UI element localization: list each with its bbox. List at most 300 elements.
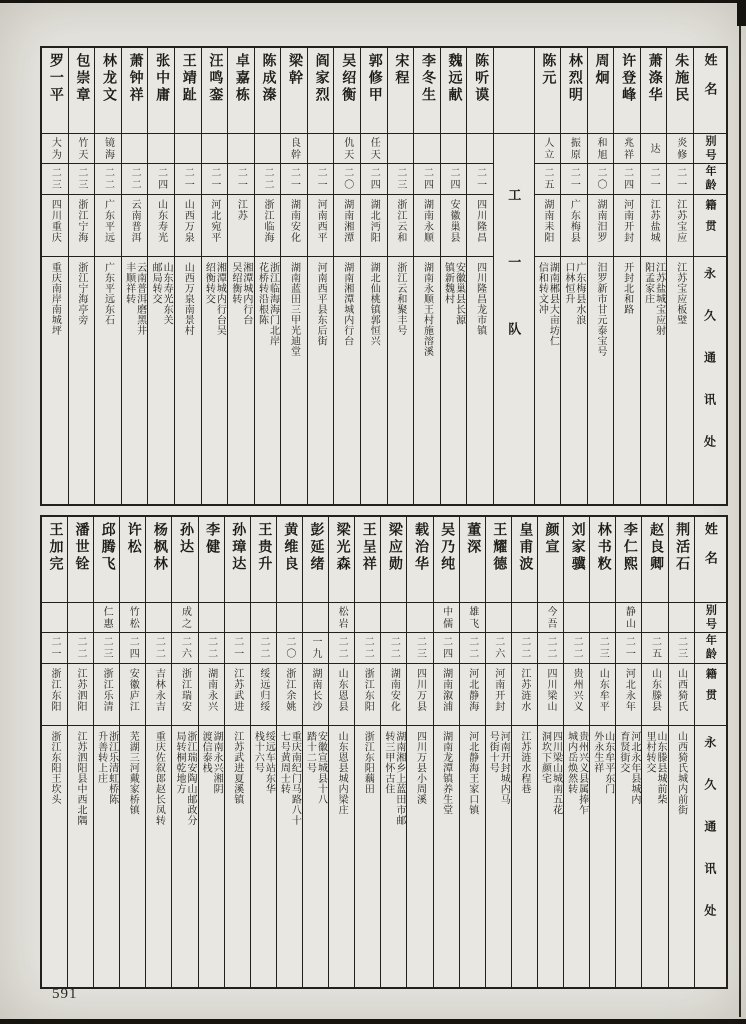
person-origin-cell	[69, 195, 95, 257]
person-address: 重庆南岸南城坪	[49, 262, 61, 336]
person-address: 湘潭城内行台吴绍衡转交	[203, 262, 226, 336]
person-column	[328, 517, 354, 987]
person-origin-cell	[641, 195, 667, 257]
person-address-cell	[281, 257, 307, 504]
person-age: 二一	[474, 167, 486, 191]
person-origin-cell	[467, 195, 493, 257]
person-column	[563, 517, 589, 987]
person-address-cell	[122, 257, 148, 504]
person-address-cell	[486, 726, 511, 987]
person-column	[668, 517, 694, 987]
person-age-cell	[355, 633, 380, 664]
person-origin-cell	[590, 664, 615, 726]
person-name-cell	[251, 517, 276, 603]
person-name-cell	[148, 48, 174, 134]
person-address-cell	[414, 257, 440, 504]
person-origin: 河北宛平	[208, 199, 220, 243]
person-age-cell	[42, 633, 67, 664]
person-origin: 云南普洱	[129, 199, 141, 243]
person-address: 浙江云和聚丰号	[394, 262, 406, 336]
person-origin-cell	[281, 195, 307, 257]
person-name-cell	[407, 517, 432, 603]
person-column	[641, 517, 667, 987]
person-alias-cell	[535, 134, 561, 164]
person-origin: 绥远归绥	[257, 668, 269, 712]
person-address: 江苏涟水程巷	[518, 731, 530, 794]
person-address: 湖南湘潭城内行台	[341, 262, 353, 346]
person-address-cell	[512, 726, 537, 987]
person-alias: 仇天	[341, 136, 353, 161]
person-name: 李健	[204, 522, 220, 556]
person-alias: 静山	[623, 605, 635, 630]
person-name: 萧涤华	[646, 53, 662, 104]
person-origin: 山东恩县	[336, 668, 348, 712]
person-address: 浙江临海海门北岸花桥转沿根陈	[256, 262, 279, 346]
person-age: 二〇	[341, 167, 353, 191]
person-origin-cell	[361, 195, 387, 257]
header-origin: 籍贯	[704, 668, 717, 710]
person-name-cell	[486, 517, 511, 603]
person-address: 安徽巢县长源镇新魏村	[442, 262, 465, 325]
person-origin: 河南开封	[492, 668, 504, 712]
person-address-cell	[590, 726, 615, 987]
person-alias: 镜海	[102, 136, 114, 161]
header-name-cell	[695, 517, 726, 603]
person-address: 浙江东阳藕田	[362, 731, 374, 794]
person-origin: 浙江临海	[261, 199, 273, 243]
person-origin: 浙江东阳	[362, 668, 374, 712]
person-column	[560, 48, 587, 504]
person-name-cell	[460, 517, 485, 603]
person-address-cell	[334, 257, 360, 504]
person-column	[307, 48, 334, 504]
person-name: 郭修甲	[366, 53, 382, 104]
person-age-cell	[199, 633, 224, 664]
unit-label: 工一队	[506, 188, 522, 389]
person-name: 赵良卿	[647, 522, 663, 573]
person-alias-cell	[614, 134, 640, 164]
person-address: 浙江宁海亭旁	[75, 262, 87, 325]
person-column	[440, 48, 467, 504]
person-column	[254, 48, 281, 504]
person-name: 吴乃纯	[439, 522, 455, 573]
header-name: 姓名	[702, 53, 718, 111]
person-address: 河南开封城内马号街十号	[487, 731, 510, 805]
unit-empty-cell	[494, 48, 534, 134]
person-address: 湖南龙潭镇养生堂	[440, 731, 452, 815]
person-address-cell	[381, 726, 406, 987]
person-address: 绥远车站东华栈十六号	[252, 731, 275, 794]
person-name: 许登峰	[620, 53, 636, 104]
person-name-cell	[199, 517, 224, 603]
person-column	[485, 517, 511, 987]
person-column	[145, 517, 171, 987]
person-origin: 四川梁山	[545, 668, 557, 712]
person-alias-cell	[175, 134, 201, 164]
person-alias-cell	[512, 603, 537, 633]
person-address: 山东牟平东门外永生祥	[591, 731, 614, 794]
header-address: 永久通讯处	[702, 267, 717, 477]
person-column	[94, 48, 121, 504]
person-origin-cell	[381, 664, 406, 726]
person-age-cell	[225, 633, 250, 664]
header-name-cell	[694, 48, 726, 134]
person-age-cell	[69, 164, 95, 195]
person-column	[537, 517, 563, 987]
person-age-cell	[251, 633, 276, 664]
person-column	[121, 48, 148, 504]
person-origin-cell	[146, 664, 171, 726]
person-name-cell	[588, 48, 614, 134]
person-alias-cell	[42, 603, 67, 633]
person-age: 二二	[205, 636, 217, 660]
person-address: 河北静海王家口镇	[466, 731, 478, 815]
person-age-cell	[202, 164, 228, 195]
person-name-cell	[361, 48, 387, 134]
person-alias-cell	[538, 603, 563, 633]
person-address: 江苏泗阳县中西北隅	[75, 731, 87, 826]
roster-table-top	[40, 46, 728, 506]
person-age: 二一	[48, 636, 60, 660]
person-name: 陈成溱	[260, 53, 276, 104]
person-address-cell	[669, 726, 694, 987]
header-origin-cell	[694, 195, 726, 257]
person-alias-cell	[172, 603, 197, 633]
person-origin-cell	[642, 664, 667, 726]
person-alias-cell	[467, 134, 493, 164]
person-address: 江苏武进夏溪镇	[231, 731, 243, 805]
person-age: 二二	[362, 636, 374, 660]
person-age-cell	[407, 633, 432, 664]
person-alias: 成之	[179, 605, 191, 630]
person-origin: 江苏	[235, 199, 247, 221]
person-address-cell	[667, 257, 693, 504]
person-address: 浙江乐清虹桥陈升善转上庄	[95, 731, 118, 805]
person-address-cell	[614, 257, 640, 504]
person-origin: 浙江瑞安	[179, 668, 191, 712]
person-name-cell	[303, 517, 328, 603]
person-name: 李仁熙	[621, 522, 637, 573]
person-address-cell	[441, 257, 467, 504]
person-origin: 江苏武进	[231, 668, 243, 712]
person-column	[406, 517, 432, 987]
person-name-cell	[535, 48, 561, 134]
person-origin: 江苏宝应	[674, 199, 686, 243]
person-address: 四川万县小周溪	[414, 731, 426, 805]
header-address-cell	[695, 726, 726, 987]
person-name: 宋程	[393, 53, 409, 87]
person-origin-cell	[407, 664, 432, 726]
person-origin: 湖南永兴	[205, 668, 217, 712]
person-name-cell	[228, 48, 254, 134]
person-name-cell	[95, 48, 121, 134]
person-name-cell	[641, 48, 667, 134]
person-column	[534, 48, 561, 504]
person-origin: 四川重庆	[49, 199, 61, 243]
person-age-cell	[122, 164, 148, 195]
person-name: 李冬生	[419, 53, 435, 104]
person-age-cell	[148, 164, 174, 195]
person-alias: 任天	[368, 136, 380, 161]
person-age-cell	[95, 164, 121, 195]
person-origin: 四川隆昌	[474, 199, 486, 243]
person-age: 二二	[571, 636, 583, 660]
person-column	[589, 517, 615, 987]
header-alias: 别号	[704, 134, 716, 163]
person-name: 许松	[125, 522, 141, 556]
person-column	[68, 48, 95, 504]
person-age: 二三	[101, 636, 113, 660]
person-origin: 山东牟平	[597, 668, 609, 712]
person-origin-cell	[202, 195, 228, 257]
person-alias: 和旭	[594, 136, 606, 161]
person-address: 山东恩县城内梁庄	[336, 731, 348, 815]
person-name: 梁应勋	[386, 522, 402, 573]
person-address: 湘潭城内行台吴绍衡转	[229, 262, 252, 325]
person-age-cell	[564, 633, 589, 664]
person-age-cell	[486, 633, 511, 664]
person-name: 颜宣	[543, 522, 559, 556]
header-name: 姓名	[702, 522, 718, 580]
person-address: 河南西平县东后街	[315, 262, 327, 346]
person-origin: 浙江宁海	[75, 199, 87, 243]
person-name-cell	[441, 48, 467, 134]
person-name-cell	[94, 517, 119, 603]
person-age: 二三	[597, 636, 609, 660]
person-age: 二二	[153, 636, 165, 660]
person-origin-cell	[255, 195, 281, 257]
person-address-cell	[94, 726, 119, 987]
person-age-cell	[614, 164, 640, 195]
person-address-cell	[564, 726, 589, 987]
person-name-cell	[329, 517, 354, 603]
person-column	[459, 517, 485, 987]
person-origin-cell	[561, 195, 587, 257]
person-age: 二二	[75, 636, 87, 660]
person-address-cell	[355, 726, 380, 987]
person-age: 二一	[315, 167, 327, 191]
person-origin: 四川万县	[414, 668, 426, 712]
person-alias-cell	[407, 603, 432, 633]
person-origin-cell	[228, 195, 254, 257]
person-address: 湖南永兴湘阴渡信泰栈	[200, 731, 223, 794]
person-name: 吴绍衡	[340, 53, 356, 104]
person-name: 黄维良	[282, 522, 298, 573]
person-age: 二〇	[594, 167, 606, 191]
header-alias: 别号	[704, 603, 717, 632]
person-age: 二四	[127, 636, 139, 660]
person-origin-cell	[308, 195, 334, 257]
person-column	[380, 517, 406, 987]
person-address-cell	[148, 257, 174, 504]
person-age-cell	[361, 164, 387, 195]
person-age-cell	[414, 164, 440, 195]
scan-edge-right	[739, 3, 741, 1017]
person-address: 广东梅县水浪口林恒升	[562, 262, 585, 325]
person-alias-cell	[146, 603, 171, 633]
person-address-cell	[388, 257, 414, 504]
person-address-cell	[199, 726, 224, 987]
person-alias-cell	[561, 134, 587, 164]
person-name: 张中庸	[154, 53, 170, 104]
person-alias: 良幹	[288, 136, 300, 161]
person-name: 王呈祥	[360, 522, 376, 573]
person-address-cell	[228, 257, 254, 504]
person-origin-cell	[588, 195, 614, 257]
person-name-cell	[590, 517, 615, 603]
person-origin-cell	[512, 664, 537, 726]
person-origin: 贵州兴义	[571, 668, 583, 712]
person-column	[93, 517, 119, 987]
person-origin-cell	[414, 195, 440, 257]
person-age: 二一	[288, 167, 300, 191]
person-address: 江苏盐城宝应射阳孟家庄	[642, 262, 665, 336]
person-age-cell	[642, 633, 667, 664]
person-address: 山东滕县城前柴里村转交	[643, 731, 666, 805]
person-column	[171, 517, 197, 987]
person-age: 二二	[261, 167, 273, 191]
person-alias-cell	[277, 603, 302, 633]
person-alias-cell	[381, 603, 406, 633]
person-address-cell	[434, 726, 459, 987]
person-age: 二二	[518, 636, 530, 660]
person-name-cell	[308, 48, 334, 134]
person-origin: 江苏泗阳	[75, 668, 87, 712]
person-name: 刘家骥	[569, 522, 585, 573]
person-column	[280, 48, 307, 504]
person-address-cell	[175, 257, 201, 504]
person-age: 二四	[448, 167, 460, 191]
person-age-cell	[42, 164, 68, 195]
person-address-cell	[42, 726, 67, 987]
person-address-cell	[467, 257, 493, 504]
person-age-cell	[669, 633, 694, 664]
person-column	[666, 48, 693, 504]
person-age-cell	[329, 633, 354, 664]
person-age: 二一	[235, 167, 247, 191]
unit-label-cell	[494, 134, 534, 504]
person-name: 荆活石	[674, 522, 690, 573]
header-alias-cell	[695, 603, 726, 633]
person-age-cell	[277, 633, 302, 664]
person-origin: 山西万泉	[182, 199, 194, 243]
person-name-cell	[42, 48, 68, 134]
person-alias-cell	[95, 134, 121, 164]
person-origin-cell	[122, 195, 148, 257]
person-address: 重庆佐叙郎赵长凤转	[153, 731, 165, 826]
person-address-cell	[407, 726, 432, 987]
person-address: 山西猗氏城内前街	[675, 731, 687, 815]
person-address: 江苏宝应板璧	[674, 262, 686, 325]
person-address: 安徽宣城县十八踏十二号	[304, 731, 327, 805]
person-address: 芜湖三河戴家桥镇	[127, 731, 139, 815]
person-address-cell	[95, 257, 121, 504]
person-origin: 河北静海	[466, 668, 478, 712]
person-origin-cell	[172, 664, 197, 726]
person-age: 二一	[208, 167, 220, 191]
person-address-cell	[172, 726, 197, 987]
person-name: 孙达	[177, 522, 193, 556]
person-name-cell	[669, 517, 694, 603]
scan-edge-top	[0, 0, 746, 3]
person-origin-cell	[441, 195, 467, 257]
person-age: 二一	[674, 167, 686, 191]
person-address-cell	[225, 726, 250, 987]
person-name-cell	[388, 48, 414, 134]
person-name-cell	[614, 48, 640, 134]
person-alias-cell	[251, 603, 276, 633]
person-alias: 仁惠	[101, 605, 113, 630]
person-name: 梁光森	[334, 522, 350, 573]
header-age-cell	[694, 164, 726, 195]
person-origin-cell	[120, 664, 145, 726]
person-column	[198, 517, 224, 987]
person-name: 魏远献	[446, 53, 462, 104]
person-name-cell	[561, 48, 587, 134]
person-alias: 大为	[49, 136, 61, 161]
person-address: 云南普洱磨黑井丰顺祥转	[123, 262, 146, 336]
person-address-cell	[255, 257, 281, 504]
person-name-cell	[538, 517, 563, 603]
person-address: 汨罗新市甘元泰宝号	[594, 262, 606, 357]
person-alias-cell	[308, 134, 334, 164]
header-age: 年龄	[704, 165, 716, 193]
person-address-cell	[42, 257, 68, 504]
person-origin-cell	[538, 664, 563, 726]
person-age-cell	[535, 164, 561, 195]
person-address-cell	[460, 726, 485, 987]
scan-edge-bottom	[0, 1019, 746, 1024]
person-age-cell	[434, 633, 459, 664]
person-address-cell	[68, 726, 93, 987]
person-address-cell	[329, 726, 354, 987]
person-name-cell	[69, 48, 95, 134]
person-origin-cell	[434, 664, 459, 726]
person-name-cell	[255, 48, 281, 134]
person-age: 二四	[368, 167, 380, 191]
person-age-cell	[616, 633, 641, 664]
person-address-cell	[202, 257, 228, 504]
person-alias-cell	[202, 134, 228, 164]
person-origin: 广东平远	[102, 199, 114, 243]
person-age-cell	[146, 633, 171, 664]
person-age: 二二	[336, 636, 348, 660]
person-address-cell	[251, 726, 276, 987]
person-alias-cell	[667, 134, 693, 164]
person-age: 二二	[545, 636, 557, 660]
person-name-cell	[225, 517, 250, 603]
person-alias: 今吾	[545, 605, 557, 630]
person-column	[174, 48, 201, 504]
row-headers-column	[694, 517, 726, 987]
person-origin: 河南西平	[315, 199, 327, 243]
person-name-cell	[120, 517, 145, 603]
person-address-cell	[277, 726, 302, 987]
person-address: 湖南郴县大亩坊仁信和转文冲	[536, 262, 559, 346]
person-alias-cell	[228, 134, 254, 164]
person-alias: 竹天	[75, 136, 87, 161]
person-origin: 浙江东阳	[48, 668, 60, 712]
person-age: 二三	[414, 636, 426, 660]
person-alias-cell	[434, 603, 459, 633]
person-age: 二六	[179, 636, 191, 660]
person-alias-cell	[69, 134, 95, 164]
person-name-cell	[414, 48, 440, 134]
person-age-cell	[281, 164, 307, 195]
person-alias: 振原	[568, 136, 580, 161]
person-origin-cell	[277, 664, 302, 726]
person-name: 汪鸣銮	[207, 53, 223, 104]
